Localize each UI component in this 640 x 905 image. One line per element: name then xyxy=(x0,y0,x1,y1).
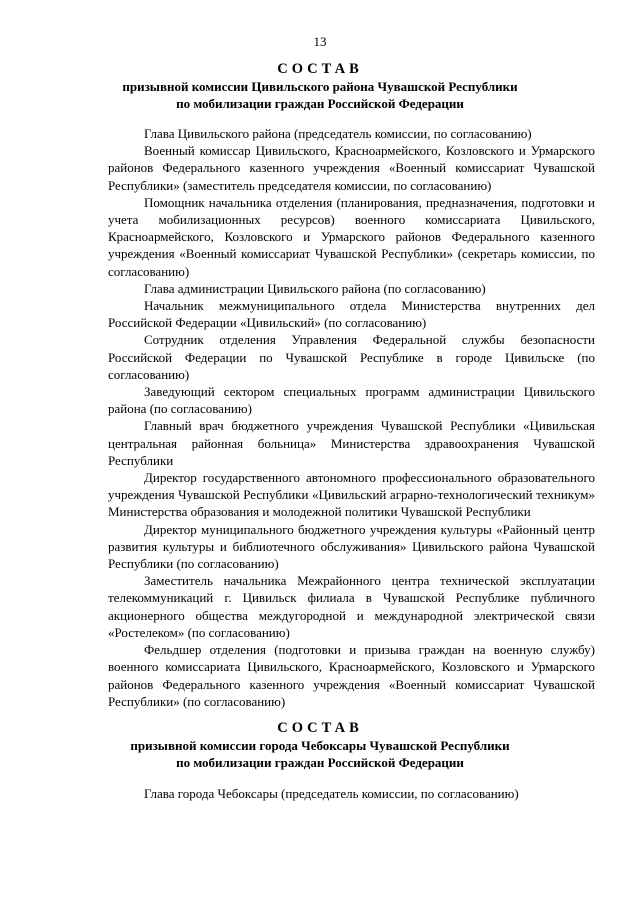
section1-heading xyxy=(0,60,640,112)
section1-subtitle-line-1: призывной комиссии Цивильского района Чувашской Республики xyxy=(122,79,518,94)
section2-subtitle-line-2: по мобилизации граждан Российской Федерации xyxy=(176,755,464,770)
member-item: Заместитель начальника Межрайонного центра технической эксплуатации телекоммуникаций г. Цивильск филиала в Чувашской Республике публичного акционерного общества междугородной и международной электрической связи «Ростелеком» (по согласованию) xyxy=(108,573,595,640)
member-item: Директор муниципального бюджетного учреждения культуры «Районный центр развития культуры и библиотечного обслуживания» Цивильского района Чувашской Республики (по согласованию) xyxy=(108,521,595,572)
section2-subtitle-line-1: призывной комиссии города Чебоксары Чувашской Республики xyxy=(130,738,510,753)
section1-member-list xyxy=(108,125,595,710)
section1-subtitle-line-2: по мобилизации граждан Российской Федерации xyxy=(176,96,464,111)
member-item: Директор государственного автономного профессионального образовательного учреждения Чувашской Республики «Цивильский аграрно-технологический техникум» Министерства образования и молодежной политики Чувашской Республики xyxy=(108,470,595,520)
member-item: Глава администрации Цивильского района (по согласованию) xyxy=(144,280,486,296)
member-item: Начальник межмуниципального отдела Министерства внутренних дел Российской Федерации «Цивильский» (по согласованию) xyxy=(108,298,595,331)
section2-heading xyxy=(0,719,640,771)
member-item: Сотрудник отделения Управления Федеральной службы безопасности Российской Федерации по Чувашской Республике в городе Цивильске (по согласованию) xyxy=(108,332,595,382)
member-item: Военный комиссар Цивильского, Красноармейского, Козловского и Урмарского районов Федерального казенного учреждения «Военный комиссариат Чувашской Республики» (заместитель председателя комиссии, по согласованию) xyxy=(108,143,595,193)
section1-title: СОСТАВ xyxy=(277,61,363,77)
member-item: Помощник начальника отделения (планирования, предназначения, подготовки и учета мобилизационных ресурсов) военного комиссариата Цивильского, Красноармейского, Козловского и Урмарского районов Федерального казенного учреждения «Военный комиссариат Чувашской Республики» (секретарь комиссии, по согласованию) xyxy=(108,194,595,279)
member-item: Фельдшер отделения (подготовки и призыва граждан на военную службу) военного комиссариата Цивильского, Красноармейского, Козловского и Урмарского районов Федерального казенного учреждения «Военный комиссариат Чувашской Республики» (по согласованию) xyxy=(108,642,595,709)
member-item: Глава Цивильского района (председатель комиссии, по согласованию) xyxy=(144,126,532,141)
member-item: Глава города Чебоксары (председатель комиссии, по согласованию) xyxy=(144,786,519,801)
member-item: Заведующий сектором специальных программ администрации Цивильского района (по согласованию) xyxy=(108,384,595,417)
member-item: Главный врач бюджетного учреждения Чувашской Республики «Цивильская центральная районная больница» Министерства здравоохранения Чувашской Республики xyxy=(108,418,595,468)
section2-title: СОСТАВ xyxy=(277,720,363,736)
page-number: 13 xyxy=(313,34,327,49)
section2-member-list xyxy=(108,785,595,802)
